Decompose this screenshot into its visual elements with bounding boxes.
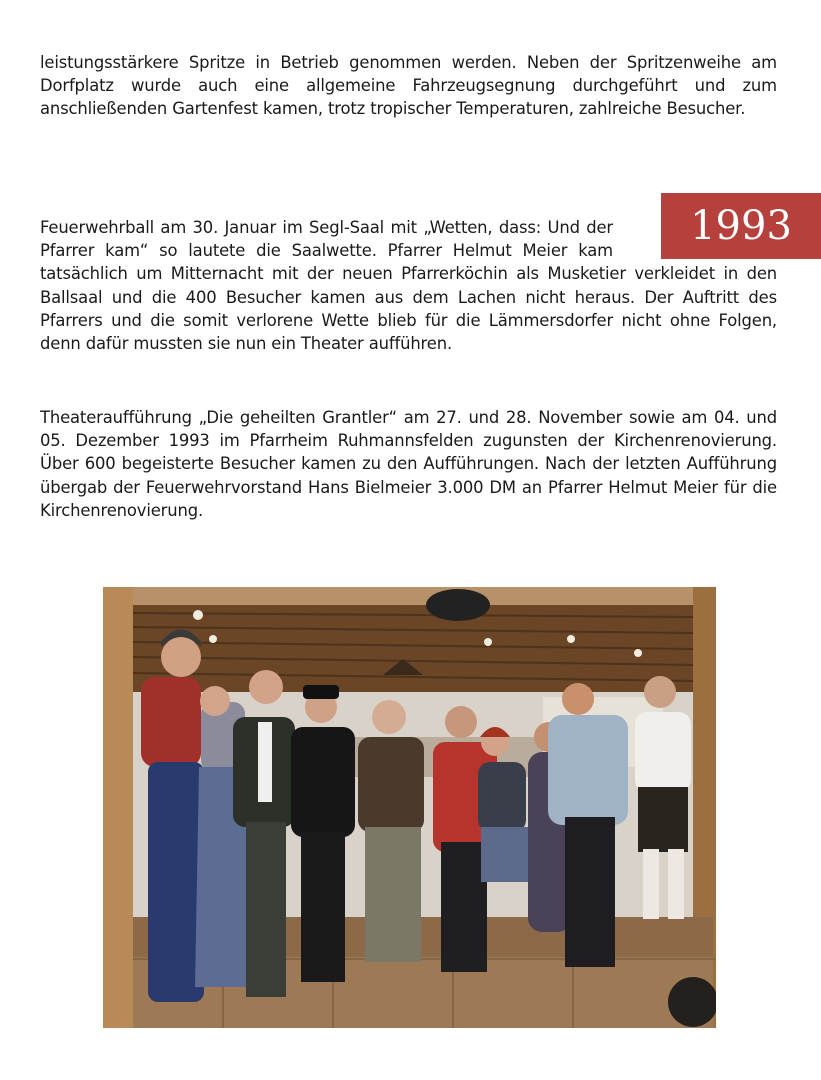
paragraph-feuerwehrball-text: Feuerwehrball am 30. Januar im Segl-Saal mit „Wetten, dass: Und der Pfarrer kam“ so lautete die Saalwette. Pfarrer Helmut Meier kam tatsächlich um Mitternacht mit der neuen Pfarrerköchin als Musketier verkleidet in den Ballsaal und die 400 Besucher kamen aus dem Lachen nicht heraus. Der Auftritt des Pfarrers und die somit verlorene Wette blieb für die Lämmersdorfer nicht ohne Folgen, denn dafür mussten sie nun ein Theater aufführen. — [40, 218, 777, 354]
paragraph-feuerwehrball — [40, 216, 777, 355]
year-badge: 1993 — [661, 193, 821, 259]
paragraph-intro: leistungsstärkere Spritze in Betrieb genommen werden. Neben der Spritzenweihe am Dorfplatz wurde auch eine allgemeine Fahrzeugsegnung durchgeführt und zum anschließenden Gartenfest kamen, trotz tropischer Temperaturen, zahlreiche Besucher. — [40, 53, 777, 119]
year-badge-spacer — [631, 216, 777, 254]
paragraph-theater: Theateraufführung „Die geheilten Grantler“ am 27. und 28. November sowie am 04. und 05. Dezember 1993 im Pfarrheim Ruhmannsfelden zugunsten der Kirchenrenovierung. Über 600 begeisterte Besucher kamen zu den Aufführungen. Nach der letzten Aufführung übergab der Feuerwehrvorstand Hans Bielmeier 3.000 DM an Pfarrer Helmut Meier für die Kirchenrenovierung. — [40, 408, 777, 520]
photo-illustration — [103, 587, 716, 1028]
theater-group-photo — [103, 587, 716, 1028]
